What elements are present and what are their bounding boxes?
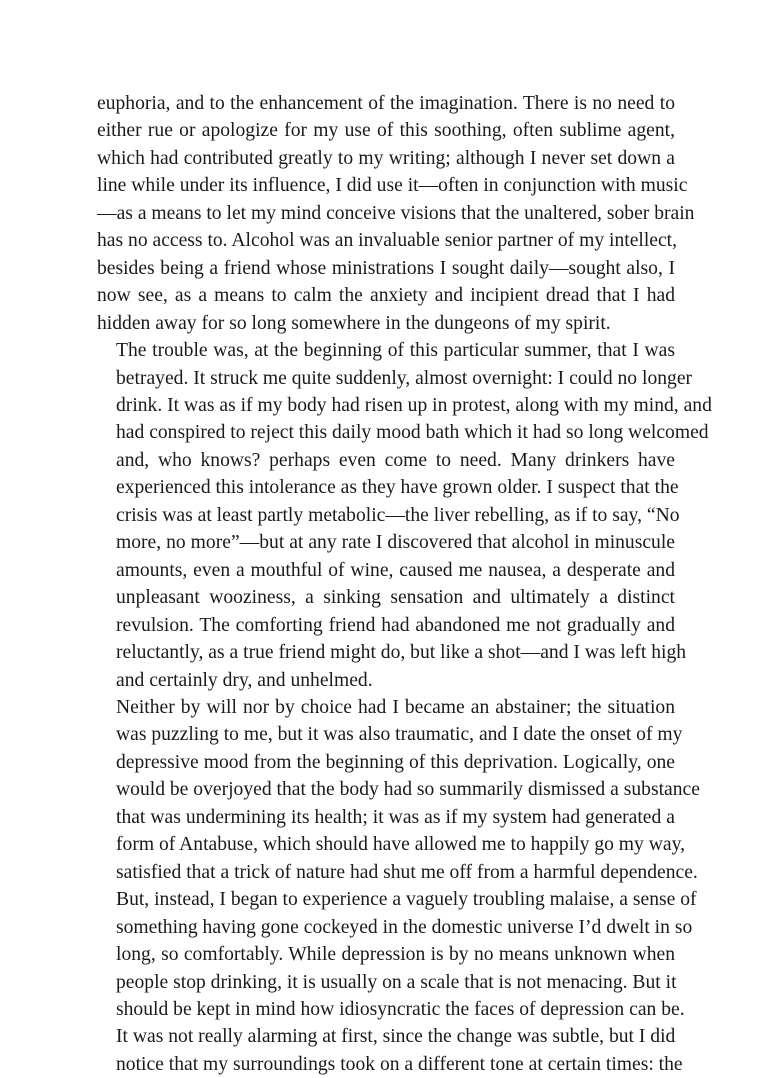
text-line: Neither by will nor by choice had I became an abstainer; the situation <box>116 696 675 718</box>
text-line: crisis was at least partly metabolic—the liver rebelling, as if to say, “No <box>116 504 680 526</box>
text-line: was puzzling to me, but it was also traumatic, and I date the onset of my <box>116 724 683 746</box>
text-line: drink. It was as if my body had risen up in protest, along with my mind, and <box>116 394 712 416</box>
text-line: people stop drinking, it is usually on a scale that is not menacing. But it <box>116 971 677 993</box>
paragraph <box>97 90 695 337</box>
paragraph <box>97 337 712 694</box>
paragraph <box>97 1023 683 1078</box>
text-line: euphoria, and to the enhancement of the imagination. There is no need to <box>97 93 675 114</box>
text-line: notice that my surroundings took on a different tone at certain times: the <box>116 1053 683 1075</box>
text-line: long, so comfortably. While depression is by no means unknown when <box>116 944 675 966</box>
text-line: and, who knows? perhaps even come to need. Many drinkers have <box>116 449 675 471</box>
text-line: experienced this intolerance as they have grown older. I suspect that the <box>116 477 679 499</box>
text-line: and certainly dry, and unhelmed. <box>116 669 373 691</box>
text-line: line while under its influence, I did use it—often in conjunction with music <box>97 175 688 197</box>
text-line: It was not really alarming at first, since the change was subtle, but I did <box>116 1026 676 1048</box>
text-line: amounts, even a mouthful of wine, caused me nausea, a desperate and <box>116 559 675 581</box>
text-line: now see, as a means to calm the anxiety and incipient dread that I had <box>97 285 675 307</box>
text-line: which had contributed greatly to my writing; although I never set down a <box>97 147 675 169</box>
text-line: either rue or apologize for my use of this soothing, often sublime agent, <box>97 120 675 142</box>
text-line: besides being a friend whose ministrations I sought daily—sought also, I <box>97 257 675 279</box>
paragraph <box>97 694 700 1023</box>
text-line: But, instead, I began to experience a vaguely troubling malaise, a sense of <box>116 889 697 911</box>
text-line: unpleasant wooziness, a sinking sensation and ultimately a distinct <box>116 587 675 609</box>
text-line: more, no more”—but at any rate I discovered that alcohol in minuscule <box>116 532 675 554</box>
text-line: form of Antabuse, which should have allowed me to happily go my way, <box>116 834 686 856</box>
text-line: should be kept in mind how idiosyncratic the faces of depression can be. <box>116 998 685 1020</box>
text-line: that was undermining its health; it was as if my system had generated a <box>116 806 675 828</box>
text-line: betrayed. It struck me quite suddenly, almost overnight: I could no longer <box>116 367 693 389</box>
text-line: had conspired to reject this daily mood bath which it had so long welcomed <box>116 422 709 444</box>
text-line: has no access to. Alcohol was an invaluable senior partner of my intellect, <box>97 230 678 252</box>
text-line: hidden away for so long somewhere in the dungeons of my spirit. <box>97 312 611 334</box>
text-line: revulsion. The comforting friend had abandoned me not gradually and <box>116 614 675 636</box>
text-line: reluctantly, as a true friend might do, but like a shot—and I was left high <box>116 642 687 664</box>
text-line: satisfied that a trick of nature had shut me off from a harmful dependence. <box>116 861 698 883</box>
text-line: would be overjoyed that the body had so summarily dismissed a substance <box>116 779 700 801</box>
body-text <box>97 90 712 1078</box>
text-line: something having gone cockeyed in the domestic universe I’d dwelt in so <box>116 916 693 938</box>
text-line: depressive mood from the beginning of this deprivation. Logically, one <box>116 751 675 773</box>
text-line: The trouble was, at the beginning of this particular summer, that I was <box>116 340 675 362</box>
text-line: —as a means to let my mind conceive visions that the unaltered, sober brain <box>97 202 695 224</box>
